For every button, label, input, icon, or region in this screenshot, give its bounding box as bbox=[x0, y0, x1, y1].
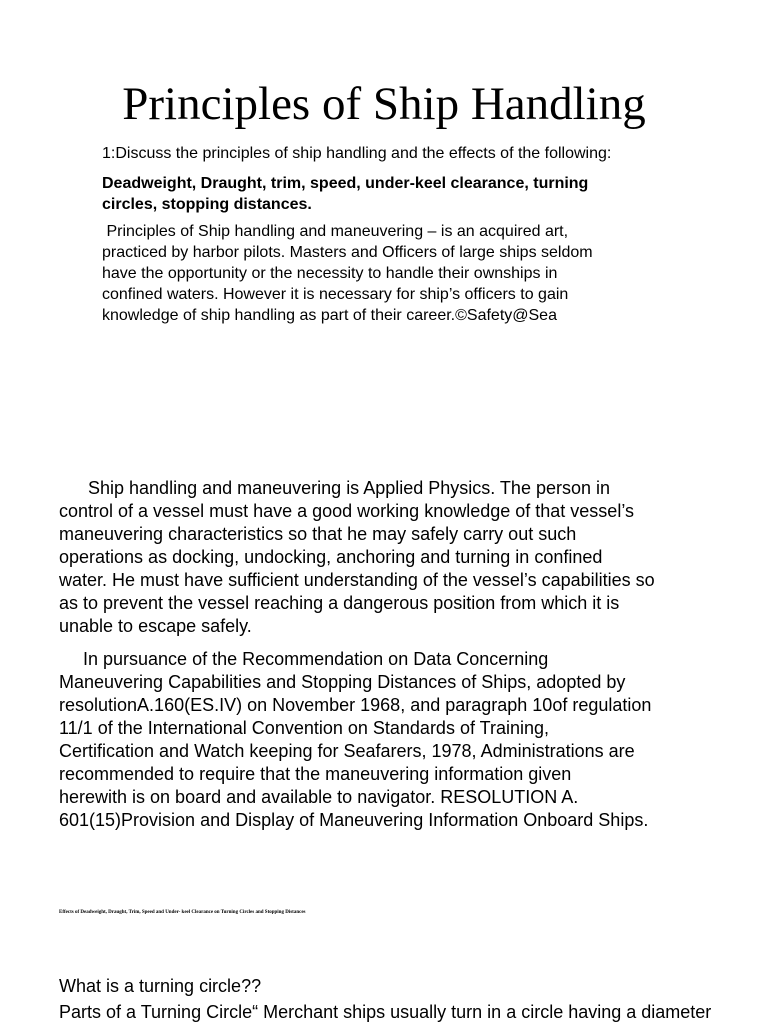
paragraph-line: 601(15)Provision and Display of Maneuvering Information Onboard Ships. bbox=[59, 810, 649, 830]
intro-paragraph bbox=[102, 221, 662, 326]
paragraph-line: Ship handling and maneuvering is Applied Physics. The person in bbox=[88, 478, 610, 498]
paragraph-line: unable to escape safely. bbox=[59, 616, 252, 636]
page-title: Principles of Ship Handling bbox=[122, 78, 646, 130]
intro-line: Principles of Ship handling and maneuvering – is an acquired art, bbox=[102, 223, 569, 240]
applied-physics-paragraph bbox=[59, 477, 739, 638]
intro-line: knowledge of ship handling as part of their career.©Safety@Sea bbox=[102, 307, 557, 324]
figure-caption: Effects of Deadweight, Draught, Trim, Speed and Under- keel Clearance on Turning Circles and Stopping Distances bbox=[59, 910, 306, 915]
paragraph-line: In pursuance of the Recommendation on Data Concerning bbox=[83, 649, 549, 669]
resolution-paragraph bbox=[59, 648, 739, 832]
intro-line: confined waters. However it is necessary for ship’s officers to gain bbox=[102, 286, 569, 303]
turning-circle-intro: Parts of a Turning Circle“ Merchant ships usually turn in a circle having a diameter bbox=[59, 1002, 712, 1022]
topics-list bbox=[102, 173, 642, 215]
paragraph-line: water. He must have sufficient understanding of the vessel’s capabilities so bbox=[59, 570, 655, 590]
paragraph-line: resolutionA.160(ES.IV) on November 1968, and paragraph 10of regulation bbox=[59, 695, 652, 715]
paragraph-line: 11/1 of the International Convention on Standards of Training, bbox=[59, 718, 549, 738]
question-text: 1:Discuss the principles of ship handling and the effects of the following: bbox=[102, 145, 612, 162]
paragraph-line: Certification and Watch keeping for Seafarers, 1978, Administrations are bbox=[59, 741, 635, 761]
intro-line: practiced by harbor pilots. Masters and Officers of large ships seldom bbox=[102, 244, 593, 261]
paragraph-line: Maneuvering Capabilities and Stopping Distances of Ships, adopted by bbox=[59, 672, 626, 692]
paragraph-line: maneuvering characteristics so that he may safely carry out such bbox=[59, 524, 577, 544]
paragraph-line: recommended to require that the maneuvering information given bbox=[59, 764, 572, 784]
topics-line: Deadweight, Draught, trim, speed, under-keel clearance, turning bbox=[102, 175, 589, 192]
paragraph-line: herewith is on board and available to navigator. RESOLUTION A. bbox=[59, 787, 579, 807]
paragraph-line: as to prevent the vessel reaching a dangerous position from which it is bbox=[59, 593, 620, 613]
paragraph-line: control of a vessel must have a good working knowledge of that vessel’s bbox=[59, 501, 634, 521]
intro-line: have the opportunity or the necessity to handle their ownships in bbox=[102, 265, 558, 282]
turning-circle-question: What is a turning circle?? bbox=[59, 976, 262, 996]
topics-line: circles, stopping distances. bbox=[102, 196, 312, 213]
paragraph-line: operations as docking, undocking, anchoring and turning in confined bbox=[59, 547, 603, 567]
